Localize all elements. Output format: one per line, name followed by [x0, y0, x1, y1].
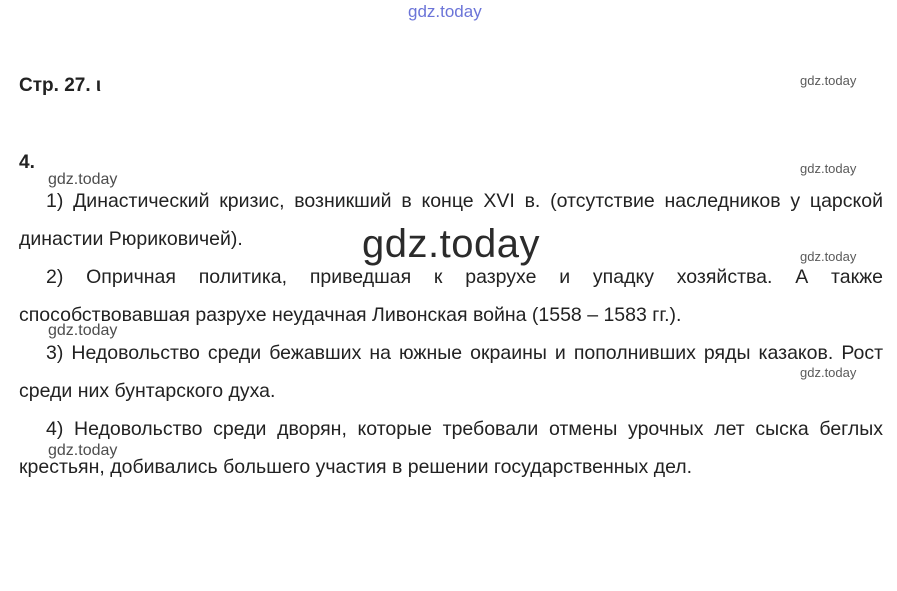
watermark-right-4: gdz.today: [800, 365, 857, 380]
answer-paragraph-4: 4) Недовольство среди дворян, которые требовали отмены урочных лет сыска беглых крестьян, добивались большего участия в решении государственных дел.: [19, 418, 883, 478]
answer-paragraph-1: 1) Династический кризис, возникший в конце XVI в. (отсутствие наследников у царской династии Рюриковичей).: [19, 190, 883, 250]
answer-paragraph-3: 3) Недовольство среди бежавших на южные окраины и пополнивших ряды казаков. Рост среди них бунтарского духа.: [19, 342, 883, 402]
watermark-right-1: gdz.today: [800, 73, 857, 88]
page-heading-trail: ι: [95, 75, 102, 96]
item-number: 4.: [19, 152, 35, 173]
watermark-left-3: gdz.today: [48, 442, 118, 459]
page-heading: [19, 75, 101, 97]
watermark-right-2: gdz.today: [800, 161, 857, 176]
watermark-left-1: gdz.today: [48, 171, 118, 188]
watermark-right-3: gdz.today: [800, 249, 857, 264]
page-heading-text: Стр. 27.: [19, 75, 91, 96]
watermark-center: gdz.today: [362, 222, 540, 266]
answer-paragraph-2: 2) Опричная политика, приведшая к разрухе и упадку хозяйства. А также способствовавшая разрухе неудачная Ливонская война (1558 – 1583 гг.).: [19, 266, 883, 326]
watermark-left-2: gdz.today: [48, 322, 118, 339]
watermark-top: gdz.today: [408, 2, 482, 21]
